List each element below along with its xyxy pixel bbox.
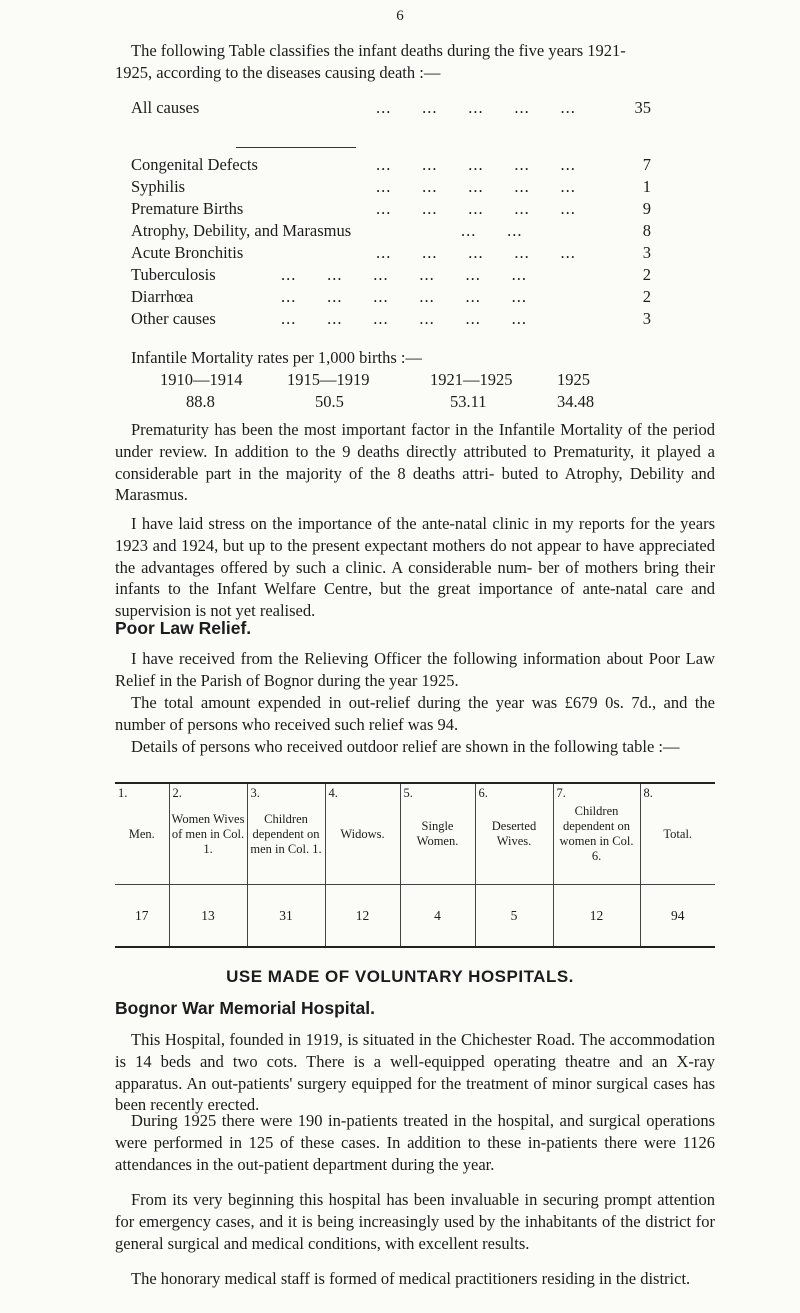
- column-label: Total.: [663, 826, 693, 841]
- poor-law-paragraph-2: [115, 692, 715, 736]
- divider: [236, 147, 356, 148]
- cause-row: [131, 287, 651, 309]
- rates-heading: Infantile Mortality rates per 1,000 births :—: [131, 348, 422, 367]
- column-number: 2.: [172, 786, 182, 800]
- cause-value: 7: [642, 155, 651, 174]
- cause-row: [131, 221, 651, 243]
- table-row: [115, 885, 715, 948]
- hospital-paragraph-3: [115, 1189, 715, 1254]
- column-header: [553, 783, 640, 885]
- column-number: 6.: [478, 786, 488, 800]
- cause-value: 8: [642, 221, 651, 240]
- cause-value: 3: [642, 243, 651, 262]
- paragraph-text: During 1925 there were 190 in-patients treated in the hospital, and surgical operations were performed in 125 of these cases. In addition to these in-patients there were 1126 attendances in the out-patient department during the year.: [115, 1111, 715, 1174]
- column-number: 4.: [328, 786, 338, 800]
- dot-leader: ... ... ... ... ...: [376, 98, 576, 117]
- dot-leader: ... ...: [461, 221, 523, 240]
- paragraph-text: From its very beginning this hospital has been invaluable in securing prompt attention for emergency cases, and it is being increasingly used by the inhabitants of the district for general surgical and medical conditions, with excellent results.: [115, 1190, 715, 1253]
- rate-value: 34.48: [557, 392, 595, 411]
- table-cell: 17: [135, 907, 149, 923]
- table-cell: 13: [169, 885, 247, 948]
- column-header: [400, 783, 475, 885]
- hospital-paragraph-4: [115, 1268, 715, 1290]
- column-header: [475, 783, 553, 885]
- table-header-row: [115, 783, 715, 885]
- prematurity-paragraph: [115, 419, 715, 506]
- cause-value: 2: [642, 287, 651, 306]
- outdoor-relief-table: [115, 782, 715, 948]
- column-label: Widows.: [340, 826, 385, 841]
- column-number: 3.: [250, 786, 260, 800]
- rates-periods-row: [0, 370, 800, 392]
- paragraph-text: Details of persons who received outdoor relief are shown in the following table :—: [131, 737, 680, 756]
- cause-label: Diarrhœa: [131, 287, 194, 306]
- column-number: 8.: [643, 786, 653, 800]
- paragraph-text: I have received from the Relieving Officer the following information about Poor Law Relief in the Parish of Bognor during the year 1925.: [115, 649, 715, 690]
- column-header: [169, 783, 247, 885]
- table-cell: 12: [553, 885, 640, 948]
- cause-row: [131, 243, 651, 265]
- rate-period: 1925: [557, 370, 590, 389]
- column-number: 7.: [556, 786, 566, 800]
- table-cell: 31: [247, 885, 325, 948]
- poor-law-paragraph-1: [115, 648, 715, 692]
- hospital-paragraph-1: [115, 1029, 715, 1116]
- table-cell: 12: [325, 885, 400, 948]
- cause-value: 9: [642, 199, 651, 218]
- dot-leader: ... ... ... ... ...: [376, 199, 576, 218]
- poor-law-paragraph-3: [115, 736, 715, 758]
- poor-law-heading: Poor Law Relief.: [115, 618, 252, 638]
- voluntary-hospitals-heading: USE MADE OF VOLUNTARY HOSPITALS.: [226, 967, 574, 986]
- paragraph-text: The honorary medical staff is formed of medical practitioners residing in the district.: [131, 1269, 691, 1288]
- cause-value: 2: [642, 265, 651, 284]
- column-label: Women Wives of men in Col. 1.: [171, 811, 245, 856]
- cause-label: Syphilis: [131, 177, 186, 196]
- antenatal-paragraph: [115, 513, 715, 622]
- paragraph-text: Prematurity has been the most important factor in the Infantile Mortality of the period under review. In addition to the 9 deaths directly attributed to Prematurity, it played a considerable part in the majority of the 8 deaths attri- buted to Atrophy, Debility and Marasmus.: [115, 420, 715, 505]
- intro-paragraph: [115, 40, 715, 84]
- column-number: 5.: [403, 786, 413, 800]
- paragraph-text: I have laid stress on the importance of the ante-natal clinic in my reports for the years 1923 and 1924, but up to the present expectant mothers do not appear to have appreciated the advantages offered by such a clinic. A considerable num- ber of mothers bring their infants to the Infant Welfare Centre, but the great importance of ante-natal care and supervision is not yet realised.: [115, 514, 715, 621]
- paragraph-text: This Hospital, founded in 1919, is situated in the Chichester Road. The accommodation is 14 beds and two cots. There is a well-equipped operating theatre and an X-ray apparatus. An out-patients' surgery equipped for the treatment of minor surgical cases has been recently erected.: [115, 1030, 715, 1115]
- column-header: [325, 783, 400, 885]
- all-causes-label: All causes: [131, 98, 200, 117]
- table-cell: 94: [640, 885, 715, 948]
- dot-leader: ... ... ... ... ...: [376, 155, 576, 174]
- column-header: [115, 783, 169, 885]
- rate-period: 1915—1919: [287, 370, 370, 389]
- cause-label: Acute Bronchitis: [131, 243, 244, 262]
- column-label: Deserted Wives.: [491, 819, 537, 848]
- rate-value: 88.8: [186, 392, 215, 411]
- rate-period: 1910—1914: [160, 370, 243, 389]
- table-cell: 4: [400, 885, 475, 948]
- table-cell: 5: [475, 885, 553, 948]
- cause-label: Tuberculosis: [131, 265, 216, 284]
- rate-value: 53.11: [450, 392, 487, 411]
- paragraph-text: The total amount expended in out-relief during the year was £679 0s. 7d., and the number of persons who received such relief was 94.: [115, 693, 715, 734]
- column-label: Children dependent on men in Col. 1.: [250, 811, 322, 856]
- column-header: [640, 783, 715, 885]
- cause-row: [131, 155, 651, 177]
- rate-value: 50.5: [315, 392, 344, 411]
- dot-leader: ... ... ... ... ... ...: [281, 287, 527, 306]
- column-number: 1.: [118, 786, 128, 800]
- intro-line-2: 1925, according to the diseases causing death :—: [115, 62, 441, 82]
- cause-value: 3: [642, 309, 651, 328]
- column-label: Single Women.: [416, 819, 459, 848]
- dot-leader: ... ... ... ... ...: [376, 177, 576, 196]
- bognor-hospital-heading: Bognor War Memorial Hospital.: [115, 998, 375, 1018]
- hospital-paragraph-2: [115, 1110, 715, 1175]
- column-header: [247, 783, 325, 885]
- rates-values-row: [0, 392, 800, 414]
- dot-leader: ... ... ... ... ... ...: [281, 309, 527, 328]
- dot-leader: ... ... ... ... ...: [376, 243, 576, 262]
- cause-label: Other causes: [131, 309, 216, 328]
- page-number: 6: [396, 8, 404, 24]
- cause-label: Congenital Defects: [131, 155, 258, 174]
- cause-row: [131, 309, 651, 331]
- all-causes-row: [131, 98, 651, 120]
- cause-label: Atrophy, Debility, and Marasmus: [131, 221, 352, 240]
- cause-label: Premature Births: [131, 199, 244, 218]
- column-label: Men.: [128, 826, 155, 841]
- cause-value: 1: [642, 177, 651, 196]
- column-label: Children dependent on women in Col. 6.: [559, 804, 634, 863]
- cause-row: [131, 199, 651, 221]
- cause-row: [131, 265, 651, 287]
- rate-period: 1921—1925: [430, 370, 513, 389]
- cause-row: [131, 177, 651, 199]
- all-causes-value: 35: [634, 98, 651, 117]
- dot-leader: ... ... ... ... ... ...: [281, 265, 527, 284]
- intro-line-1: The following Table classifies the infant deaths during the five years 1921-: [131, 41, 626, 60]
